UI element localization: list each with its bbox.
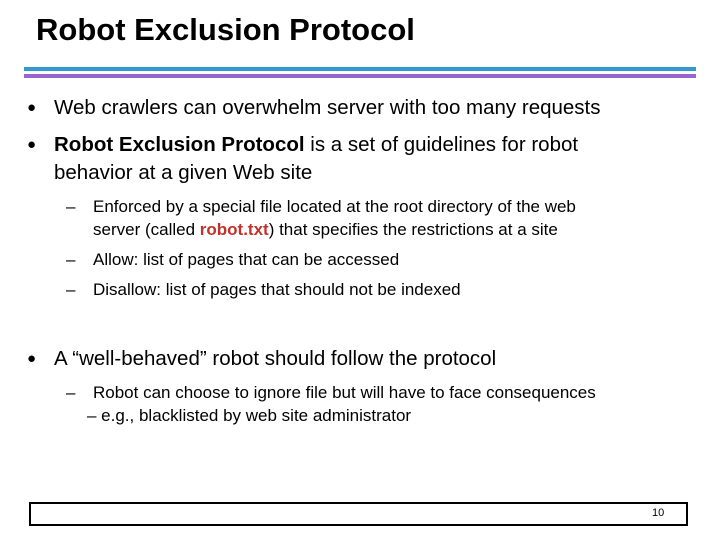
- subitem-2-1-line-1: Enforced by a special file located at the root directory of the web: [93, 197, 576, 216]
- subitem-2-1-line-2: [93, 218, 558, 242]
- subitem-2-1-before: server (called: [93, 220, 200, 239]
- bullet-3-text: A “well-behaved” robot should follow the protocol: [54, 347, 497, 370]
- subitem-2-1-after: ) that specifies the restrictions at a site: [268, 220, 558, 239]
- subitem-2-2: Allow: list of pages that can be accessed: [93, 250, 400, 269]
- slide-title: Robot Exclusion Protocol: [36, 12, 415, 47]
- title-rule-blue: [24, 67, 696, 71]
- subitem-2-3: Disallow: list of pages that should not be indexed: [93, 280, 461, 299]
- bullet-2-rest: is a set of guidelines for robot: [304, 133, 579, 156]
- bullet-dot: ●: [27, 136, 37, 153]
- sub-dash: –: [66, 197, 76, 216]
- sub-dash: –: [66, 250, 76, 269]
- bullet-2-line-1: [54, 132, 578, 158]
- subitem-3-1-line-1: Robot can choose to ignore file but will have to face consequences: [93, 383, 596, 402]
- bullet-dot: ●: [27, 99, 37, 116]
- bullet-2-line-2: behavior at a given Web site: [54, 161, 313, 184]
- title-rule-purple: [24, 74, 696, 78]
- robot-txt-highlight: robot.txt: [199, 220, 269, 239]
- bullet-dot: ●: [27, 350, 37, 367]
- page-number: 10: [652, 507, 665, 519]
- bullet-1-text: Web crawlers can overwhelm server with too many requests: [54, 96, 601, 119]
- sub-dash: –: [66, 383, 76, 402]
- footer-box: [29, 502, 688, 526]
- bullet-2-bold-term: Robot Exclusion Protocol: [54, 133, 305, 156]
- subitem-3-1-line-2: – e.g., blacklisted by web site administrator: [87, 406, 412, 425]
- sub-dash: –: [66, 280, 76, 299]
